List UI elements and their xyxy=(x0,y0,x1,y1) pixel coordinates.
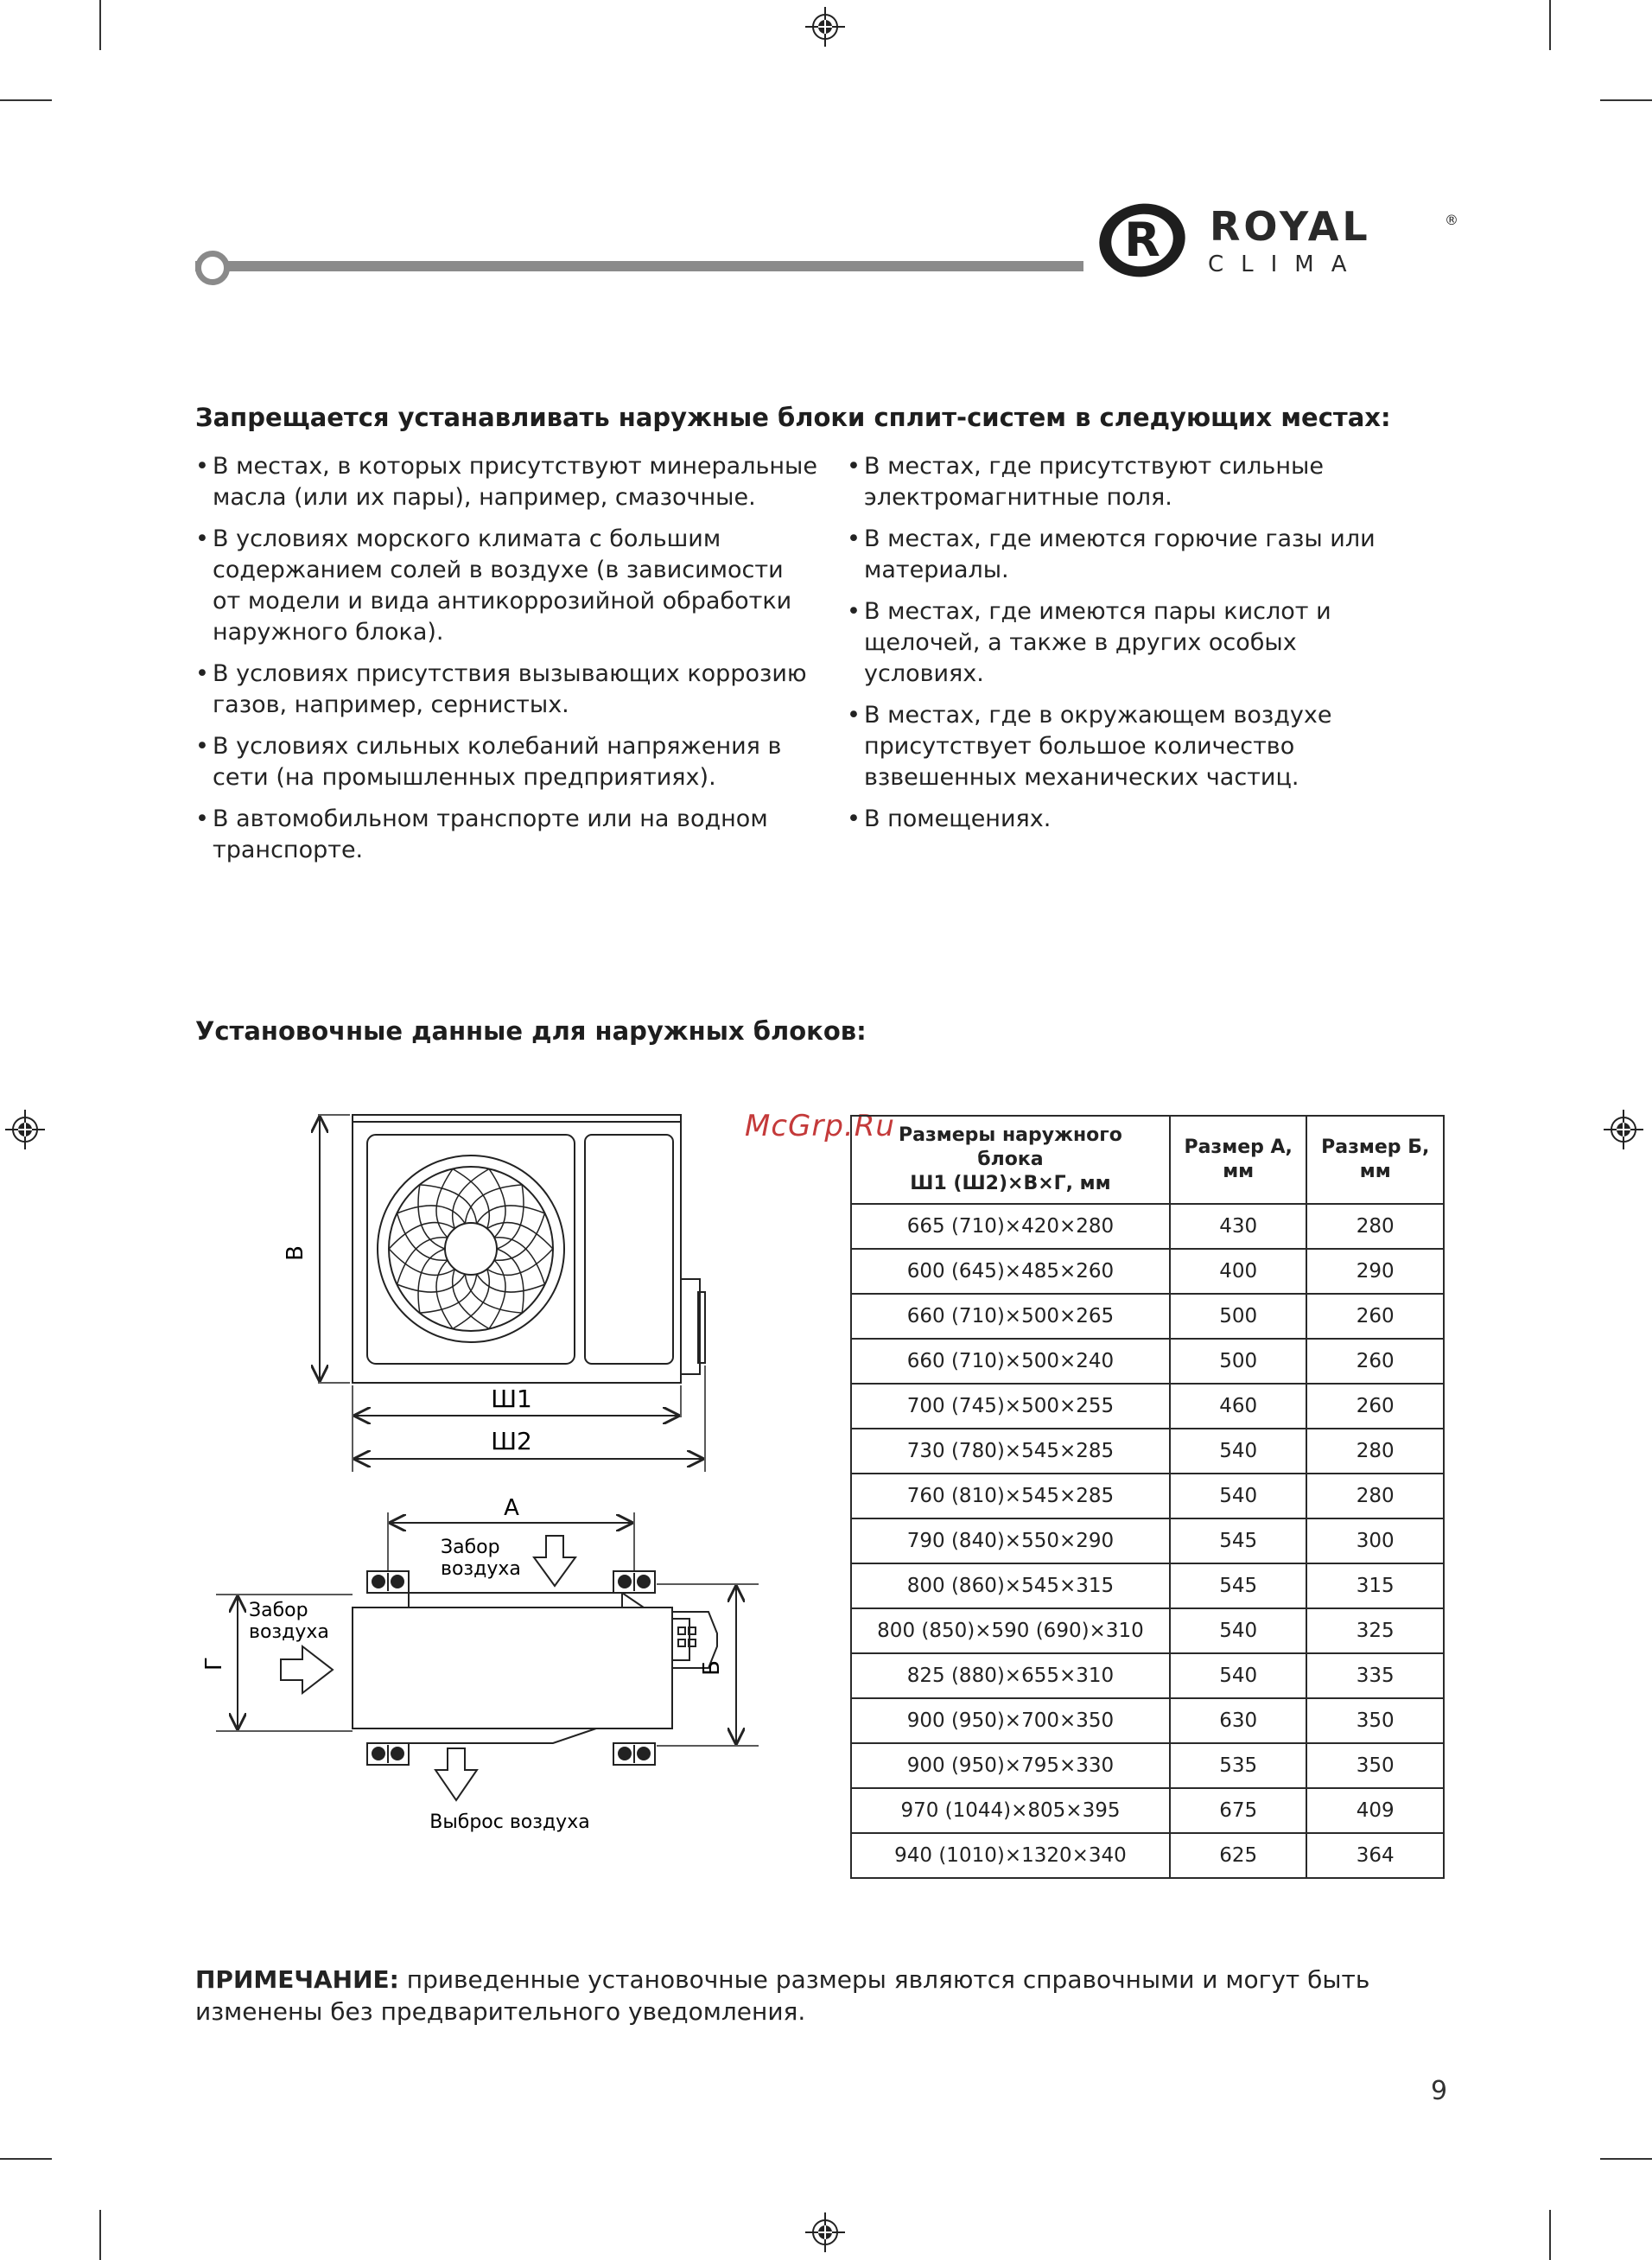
cell-size-b: 290 xyxy=(1306,1249,1444,1294)
cell-unit-size: 760 (810)×545×285 xyxy=(851,1474,1170,1518)
watermark: McGrp.Ru xyxy=(745,1109,895,1143)
mounting-feet xyxy=(367,1571,655,1765)
cell-unit-size: 900 (950)×795×330 xyxy=(851,1743,1170,1788)
top-view xyxy=(353,1593,717,1743)
cell-size-a: 540 xyxy=(1170,1653,1307,1698)
dim-label-w1: Ш1 xyxy=(491,1385,532,1413)
table-row xyxy=(851,1339,1444,1384)
intake-top-arrow xyxy=(534,1536,575,1586)
fan-grille-line xyxy=(494,1213,545,1261)
cell-size-b: 260 xyxy=(1306,1384,1444,1429)
dim-label-b: Б xyxy=(699,1660,725,1676)
header-size-b-line1: Размер Б, xyxy=(1321,1136,1430,1158)
cell-unit-size: 790 (840)×550×290 xyxy=(851,1518,1170,1563)
crop-mark xyxy=(99,2210,101,2260)
fan-grille-line xyxy=(397,1238,448,1285)
exhaust-arrow xyxy=(435,1748,477,1800)
dim-label-a: А xyxy=(504,1495,519,1521)
intake-left-line1: Забор xyxy=(249,1600,308,1621)
cell-size-a: 545 xyxy=(1170,1518,1307,1563)
table-row xyxy=(851,1698,1444,1743)
cell-size-b: 260 xyxy=(1306,1294,1444,1339)
intake-top-line1: Забор xyxy=(441,1537,500,1558)
cell-size-b: 315 xyxy=(1306,1563,1444,1608)
fan-grille-line xyxy=(477,1274,545,1292)
table-row xyxy=(851,1833,1444,1878)
fan-blade xyxy=(436,1168,453,1238)
table-row xyxy=(851,1204,1444,1249)
list-item: • В местах, где в окружающем воздухе присутствует большое количество взвешенных механических частиц. xyxy=(847,700,1382,793)
section-title-prohibited: Запрещается устанавливать наружные блоки сплит-систем в следующих местах: xyxy=(195,403,1391,432)
page-number: 9 xyxy=(1431,2076,1448,2106)
cell-size-a: 540 xyxy=(1170,1429,1307,1474)
cell-unit-size: 970 (1044)×805×395 xyxy=(851,1788,1170,1833)
table-row xyxy=(851,1608,1444,1653)
list-item: • В автомобильном транспорте или на водном транспорте. xyxy=(195,804,817,866)
cell-size-b: 325 xyxy=(1306,1608,1444,1653)
cell-unit-size: 730 (780)×545×285 xyxy=(851,1429,1170,1474)
intake-top-line2: воздуха xyxy=(441,1558,521,1580)
table-row xyxy=(851,1384,1444,1429)
cell-size-b: 300 xyxy=(1306,1518,1444,1563)
cell-size-a: 400 xyxy=(1170,1249,1307,1294)
dim-label-v: В xyxy=(283,1245,308,1261)
header-unit-size-line1: Размеры наружного xyxy=(899,1124,1122,1146)
fan-grille-line xyxy=(489,1168,505,1238)
fan-blade xyxy=(453,1270,490,1329)
cell-size-b: 350 xyxy=(1306,1698,1444,1743)
note-label: ПРИМЕЧАНИЕ: xyxy=(195,1965,399,1994)
cell-size-b: 335 xyxy=(1306,1653,1444,1698)
crop-mark xyxy=(1600,99,1652,101)
table-row xyxy=(851,1429,1444,1474)
crop-mark xyxy=(1549,0,1551,50)
list-item: • В условиях морского климата с большим содержанием солей в воздухе (в зависимости от модели и вида антикоррозийной обработки наружного блока). xyxy=(195,524,817,648)
crop-mark xyxy=(0,99,52,101)
logo-r-glyph: R xyxy=(1124,213,1160,267)
prohibited-list-right xyxy=(847,451,1382,845)
cell-size-b: 280 xyxy=(1306,1474,1444,1518)
dimensions-table xyxy=(850,1115,1445,1879)
table-row xyxy=(851,1249,1444,1294)
fan-grille-line xyxy=(436,1260,453,1329)
list-item: • В условиях сильных колебаний напряжения в сети (на промышленных предприятиях). xyxy=(195,731,817,793)
note xyxy=(195,1964,1457,2028)
list-item: • В местах, где присутствуют сильные электромагнитные поля. xyxy=(847,451,1382,513)
list-item: • В местах, в которых присутствуют минеральные масла (или их пары), например, смазочные. xyxy=(195,451,817,513)
fan-blade xyxy=(489,1260,505,1329)
cell-unit-size: 940 (1010)×1320×340 xyxy=(851,1833,1170,1878)
table-header-row xyxy=(851,1116,1444,1204)
cell-size-a: 545 xyxy=(1170,1563,1307,1608)
cell-size-a: 630 xyxy=(1170,1698,1307,1743)
cell-size-b: 350 xyxy=(1306,1743,1444,1788)
cell-unit-size: 660 (710)×500×265 xyxy=(851,1294,1170,1339)
fan-blade xyxy=(477,1206,545,1224)
registration-mark-bottom xyxy=(805,2212,845,2252)
fan-blade xyxy=(453,1168,490,1228)
fan-blade xyxy=(397,1213,448,1261)
cell-unit-size: 825 (880)×655×310 xyxy=(851,1653,1170,1698)
header-size-a-line2: мм xyxy=(1223,1161,1255,1182)
crop-mark xyxy=(1600,2158,1652,2160)
cell-size-a: 535 xyxy=(1170,1743,1307,1788)
header-unit-size-line2: блока xyxy=(977,1149,1044,1170)
crop-mark xyxy=(1549,2210,1551,2260)
table-row xyxy=(851,1653,1444,1698)
cell-unit-size: 700 (745)×500×255 xyxy=(851,1384,1170,1429)
header-size-b xyxy=(1306,1116,1444,1204)
cell-unit-size: 660 (710)×500×240 xyxy=(851,1339,1170,1384)
cell-size-a: 675 xyxy=(1170,1788,1307,1833)
fan-grille-line xyxy=(420,1185,477,1224)
table-row xyxy=(851,1788,1444,1833)
cell-size-a: 540 xyxy=(1170,1608,1307,1653)
header-size-b-line2: мм xyxy=(1359,1161,1391,1182)
list-item: • В помещениях. xyxy=(847,804,1382,835)
front-view xyxy=(353,1115,705,1383)
prohibited-list-left xyxy=(195,451,817,876)
dim-label-w2: Ш2 xyxy=(491,1427,532,1455)
exhaust-label: Выброс воздуха xyxy=(429,1811,590,1833)
cell-size-a: 500 xyxy=(1170,1294,1307,1339)
fan-grille-line xyxy=(453,1168,490,1228)
brand-reg: ® xyxy=(1445,212,1458,228)
fan-blade xyxy=(465,1185,522,1224)
cell-unit-size: 800 (860)×545×315 xyxy=(851,1563,1170,1608)
cell-size-a: 460 xyxy=(1170,1384,1307,1429)
brand-name: ROYAL xyxy=(1210,203,1371,250)
cell-unit-size: 665 (710)×420×280 xyxy=(851,1204,1170,1249)
section-title-install-data: Установочные данные для наружных блоков: xyxy=(195,1016,867,1046)
note-text: приведенные установочные размеры являются справочными и могут быть изменены без предварительного уведомления. xyxy=(195,1965,1370,2026)
registration-mark-left xyxy=(5,1110,45,1149)
cell-size-a: 540 xyxy=(1170,1474,1307,1518)
list-item: • В местах, где имеются пары кислот и щелочей, а также в других особых условиях. xyxy=(847,596,1382,690)
cell-size-a: 625 xyxy=(1170,1833,1307,1878)
table-row xyxy=(851,1474,1444,1518)
header-rule xyxy=(195,261,1083,271)
fan-blade xyxy=(397,1274,465,1292)
dim-label-g: Г xyxy=(201,1657,227,1671)
outdoor-unit-diagram xyxy=(190,1093,760,1845)
fan-grille-line xyxy=(397,1206,465,1224)
table-row xyxy=(851,1743,1444,1788)
royal-clima-logo xyxy=(1097,195,1460,282)
cell-unit-size: 600 (645)×485×260 xyxy=(851,1249,1170,1294)
cell-size-a: 500 xyxy=(1170,1339,1307,1384)
header-unit-size xyxy=(851,1116,1170,1204)
table-row xyxy=(851,1294,1444,1339)
cell-size-b: 364 xyxy=(1306,1833,1444,1878)
intake-left-arrow xyxy=(281,1646,333,1693)
fan-grille-line xyxy=(465,1274,522,1313)
header-size-a-line1: Размер А, xyxy=(1184,1136,1293,1158)
brand-sub: CLIMA xyxy=(1208,251,1364,277)
crop-mark xyxy=(0,2158,52,2160)
registration-mark-top xyxy=(805,7,845,47)
fan-grille-line xyxy=(453,1270,490,1329)
cell-size-a: 430 xyxy=(1170,1204,1307,1249)
cell-size-b: 280 xyxy=(1306,1204,1444,1249)
cell-size-b: 409 xyxy=(1306,1788,1444,1833)
cell-size-b: 260 xyxy=(1306,1339,1444,1384)
table-row xyxy=(851,1518,1444,1563)
cell-unit-size: 800 (850)×590 (690)×310 xyxy=(851,1608,1170,1653)
list-item: • В условиях присутствия вызывающих коррозию газов, например, сернистых. xyxy=(195,659,817,721)
registration-mark-right xyxy=(1604,1110,1643,1149)
header-rule-ring xyxy=(195,251,230,285)
header-size-a xyxy=(1170,1116,1307,1204)
header-unit-size-line3: Ш1 (Ш2)×В×Г, мм xyxy=(910,1173,1111,1194)
fan-blade xyxy=(420,1274,477,1313)
intake-left-line2: воздуха xyxy=(249,1621,329,1643)
table-row xyxy=(851,1563,1444,1608)
cell-unit-size: 900 (950)×700×350 xyxy=(851,1698,1170,1743)
list-item: • В местах, где имеются горючие газы или материалы. xyxy=(847,524,1382,586)
cell-size-b: 280 xyxy=(1306,1429,1444,1474)
fan-blade xyxy=(494,1238,545,1285)
crop-mark xyxy=(99,0,101,50)
